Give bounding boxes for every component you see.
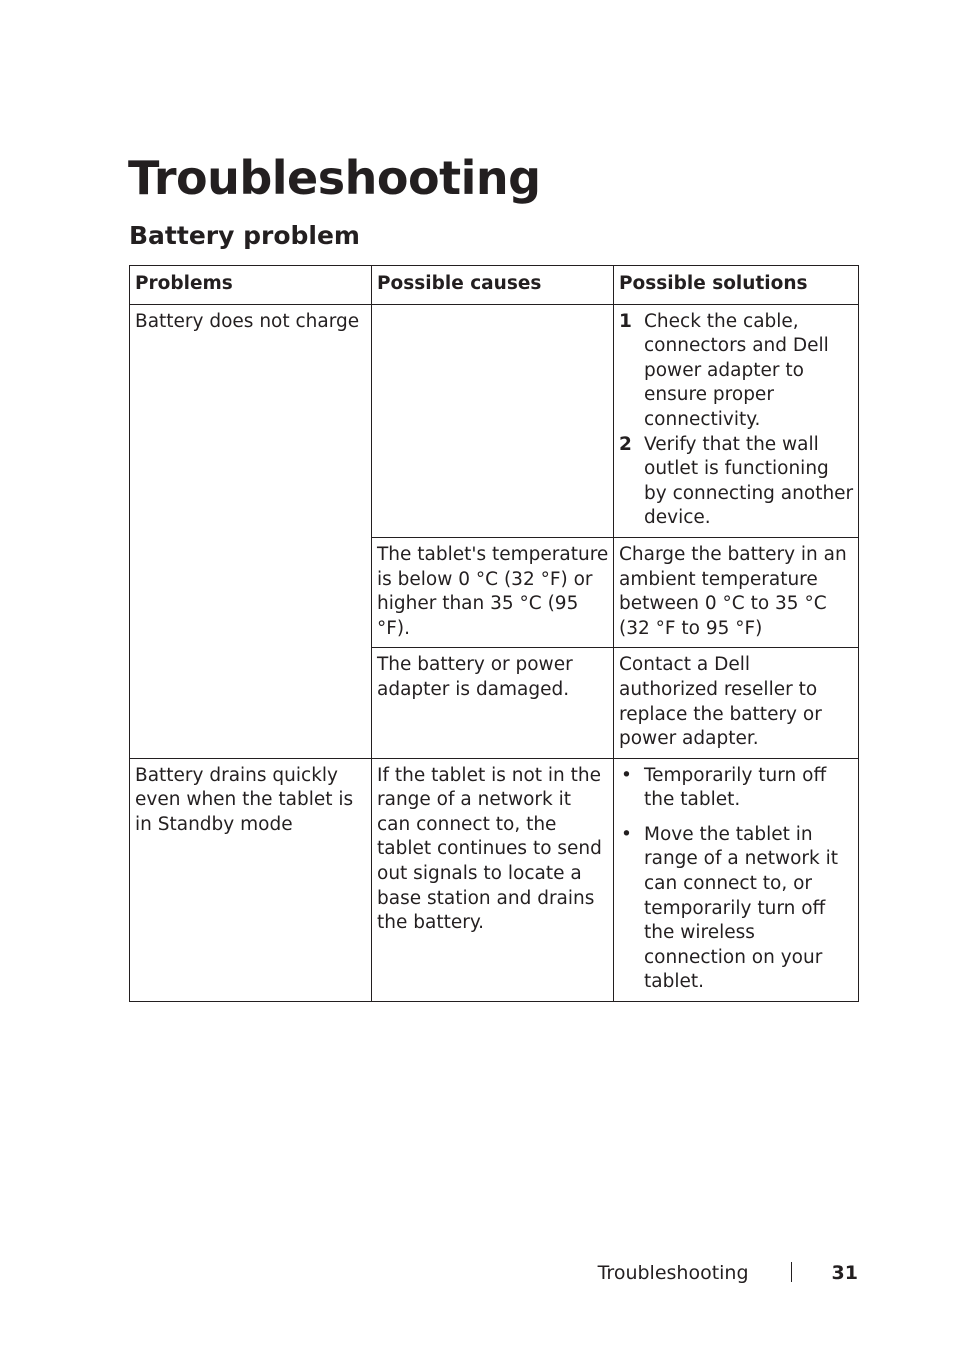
solution-cell	[614, 758, 859, 1001]
page-footer	[598, 1260, 858, 1286]
table-row	[130, 304, 859, 537]
page-title: Troubleshooting	[128, 151, 541, 205]
step-number: 1	[619, 310, 632, 332]
problem-cell: Battery does not charge	[130, 304, 372, 758]
list-item	[619, 823, 854, 995]
table-header-row	[130, 266, 859, 305]
solution-bullet-list	[619, 764, 854, 995]
bullet-icon: •	[621, 823, 632, 845]
problem-cell: Battery drains quickly even when the tablet is in Standby mode	[130, 758, 372, 1001]
step-text: Check the cable, connectors and Dell power adapter to ensure proper connectivity.	[644, 310, 829, 430]
footer-section-name: Troubleshooting	[597, 1262, 749, 1284]
page-number: 31	[831, 1262, 858, 1284]
bullet-icon: •	[621, 764, 632, 786]
list-item	[619, 310, 854, 433]
bullet-text: Move the tablet in range of a network it can connect to, or temporarily turn off the wireless connection on your tablet.	[644, 823, 839, 993]
solution-cell	[614, 304, 859, 537]
list-item	[619, 764, 854, 813]
bullet-text: Temporarily turn off the tablet.	[644, 764, 827, 811]
cause-cell: If the tablet is not in the range of a network it can connect to, the tablet continues to send out signals to locate a base station and drains the battery.	[372, 758, 614, 1001]
header-problems: Problems	[130, 266, 372, 305]
solution-cell: Charge the battery in an ambient temperature between 0 °C to 35 °C (32 °F to 95 °F)	[614, 537, 859, 647]
solution-cell: Contact a Dell authorized reseller to replace the battery or power adapter.	[614, 648, 859, 758]
step-text: Verify that the wall outlet is functioning by connecting another device.	[644, 433, 854, 529]
step-number: 2	[619, 433, 632, 455]
cause-cell	[372, 304, 614, 537]
troubleshooting-table	[129, 265, 859, 1002]
cause-cell: The tablet's temperature is below 0 °C (32 °F) or higher than 35 °C (95 °F).	[372, 537, 614, 647]
header-possible-causes: Possible causes	[372, 266, 614, 305]
footer-divider	[791, 1262, 792, 1282]
list-item	[619, 433, 854, 531]
cause-cell: The battery or power adapter is damaged.	[372, 648, 614, 758]
section-title: Battery problem	[129, 221, 360, 250]
header-possible-solutions: Possible solutions	[614, 266, 859, 305]
solution-steps-list	[619, 310, 854, 531]
table-row	[130, 758, 859, 1001]
